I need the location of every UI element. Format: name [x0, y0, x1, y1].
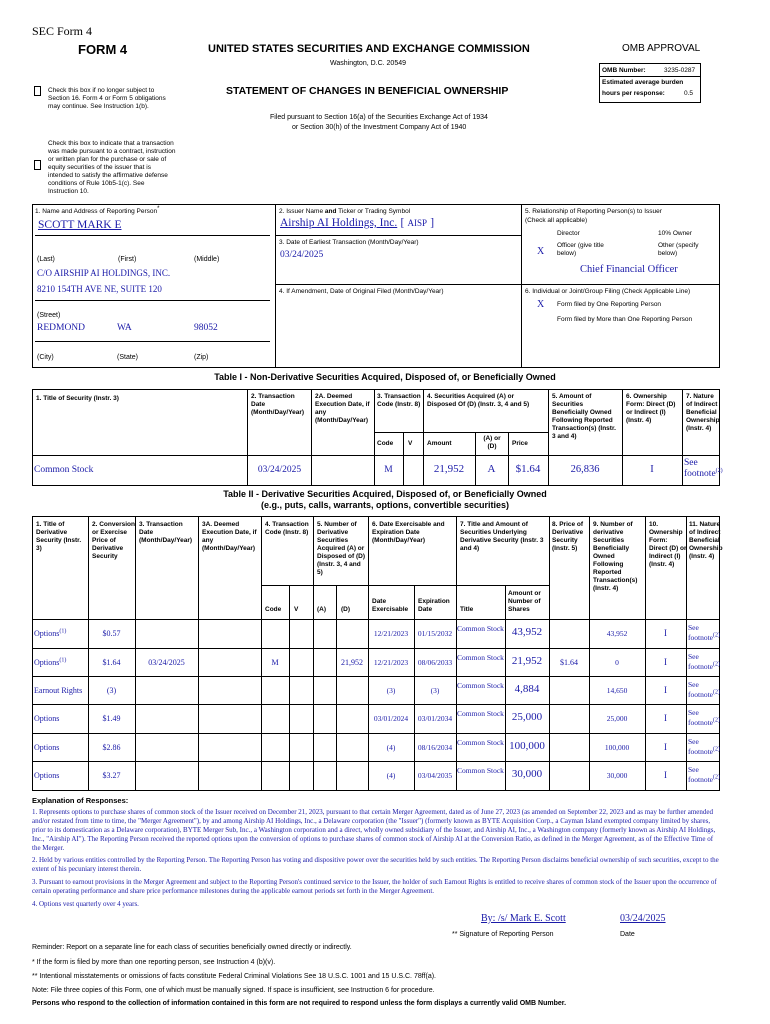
t2-cell-exp: (3) [430, 686, 440, 695]
reporting-person-name[interactable]: SCOTT MARK E [38, 219, 122, 231]
box2-label: 2. Issuer Name and Ticker or Trading Symbol [279, 208, 411, 215]
t2-cell-exp: 08/16/2034 [417, 743, 453, 752]
no-longer-subject-text: Check this box if no longer subject to Section 16. Form 4 or Form 5 obligations may continue. See Instruction 1(b). [48, 87, 166, 110]
t2-cell-title: Options [34, 714, 60, 723]
t2-h-owned: 9. Number of derivative Securities Beneficially Owned Following Reported Transaction(s) (Instr. 4) [593, 521, 638, 592]
officer-label: Officer (give title below) [557, 242, 604, 257]
table1-title: Table I - Non-Derivative Securities Acquired, Disposed of, or Beneficially Owned [214, 372, 556, 382]
footnote-3: 3. Pursuant to earnout provisions in the Merger Agreement and subject to the Reporting Person's continued service to the Issuer, the holder of such Earnout Rights is entitled to receive shares of common stock of the Issuer upon the occurrence of certain operating performance and share price performance milestones during the applicable earnout periods set forth in the Merger Agreement. [32, 878, 717, 895]
t2-cell-nature: See footnote$^{(2)}$ [688, 708, 720, 727]
t2-cell-u-title: Common Stock [457, 681, 504, 690]
footnote-1: 1. Represents options to purchase shares of common stock of the Issuer received on December 21, 2023, pursuant to that certain Merger Agreement, dated as of June 27, 2023 (as amended on September 22, 2023 and as may be further amended and/or restated from time to time, the "Merger Agreement"), by and among Airship AI Holdings, Inc., a Delaware corporation (the "Issuer") (formerly known as BYTE Acquisition Corp., a Cayman Island exempted company limited by shares, prior to its domestication as a Delaware corporation), BYTE Merger Sub, Inc., a Washington corporation and a direct, wholly owned subsidiary of the Issuer, and Airship AI, Inc., a Washington company (formerly known as Airship AI Holdings, Inc., "Airship AI"). The Reporting Person received the reported options upon the conversion of options to purchase shares of common stock of Airship AI at the Conversion Ratio, as defined in the Merger Agreement, as of the Effective Time of the Merger. [32, 808, 716, 852]
t2-h-title2: Title [460, 606, 474, 613]
t2-cell-u-title: Common Stock [457, 766, 504, 775]
t1-h-title: 1. Title of Security (Instr. 3) [36, 395, 119, 402]
last-label: (Last) [37, 256, 55, 263]
footer-reminder: Reminder: Report on a separate line for each class of securities beneficially owned directly or indirectly. [32, 944, 352, 951]
t2-cell-exer: (4) [386, 771, 396, 780]
one-person-mark[interactable]: X [537, 299, 545, 310]
t2-cell-owned: 14,650 [606, 686, 628, 695]
t2-cell-u-amt: 4,884 [514, 683, 540, 695]
state-label: (State) [117, 354, 139, 361]
address-line-2: 8210 154TH AVE NE, SUITE 120 [37, 284, 162, 294]
officer-mark[interactable]: X [537, 246, 545, 257]
signature-label: ** Signature of Reporting Person [452, 931, 554, 938]
t2-cell-exp: 03/04/2035 [417, 771, 453, 780]
more-person-label: Form filed by More than One Reporting Person [557, 316, 693, 323]
other-label: Other (specify below) [658, 242, 699, 257]
t2-h-deemed: 3A. Deemed Execution Date, if any (Month/Day/Year) [202, 521, 257, 552]
t2-cell-nature: See footnote$^{(2)}$ [688, 623, 720, 642]
sec-form-label: SEC Form 4 [32, 24, 93, 38]
table2-title: Table II - Derivative Securities Acquired, Disposed of, or Beneficially Owned [223, 489, 547, 499]
t2-cell-form: I [664, 713, 667, 723]
t2-cell-title: Options [34, 743, 60, 752]
box5-label: 5. Relationship of Reporting Person(s) to Issuer [525, 208, 662, 215]
footer-violations: ** Intentional misstatements or omissions of facts constitute Federal Criminal Violations See 18 U.S.C. 1001 and 15 U.S.C. 78ff(a). [32, 973, 436, 980]
table2-subtitle: (e.g., puts, calls, warrants, options, convertible securities) [260, 500, 510, 510]
omb-number: 3235-0287 [664, 67, 696, 74]
t2-cell-price: $3.27 [102, 771, 121, 780]
t2-cell-price: $1.49 [102, 714, 121, 723]
t1-h-date: 2. Transaction Date (Month/Day/Year) [251, 393, 305, 416]
omb-title: OMB APPROVAL [622, 43, 701, 54]
commission-location: Washington, D.C. 20549 [330, 60, 407, 67]
t1-code: M [384, 465, 393, 475]
t1-security-title: Common Stock [34, 465, 94, 475]
t2-h-price: 8. Price of Derivative Security (Instr. 5) [552, 521, 584, 552]
t2-cell-price: $1.64 [102, 658, 121, 667]
t1-h-code: 3. Transaction Code (Instr. 8) [377, 393, 421, 408]
t2-cell-owned: 30,000 [606, 771, 628, 780]
rule-10b5-text: Check this box to indicate that a transaction was made pursuant to a contract, instruction or written plan for the purchase or sale of equity securities of the issuer that is intended to satisfy the affirmative defense conditions of Rule 10b5-1(c). See Instruction 10. [48, 140, 176, 195]
t1-h-owned: 5. Amount of Securities Beneficially Owned Following Reported Transaction(s) (Instr. 3 and 4) [552, 393, 616, 440]
footnote-2: 2. Held by various entities controlled by the Reporting Person. The Reporting Person has voting and dispositive power over the securities held by such entities. The Reporting Person disclaims beneficial ownership of such securities, except to the extent of his pecuniary interest therein. [32, 856, 719, 873]
t2-cell-exer: (4) [386, 743, 396, 752]
t2-cell-exer: 03/01/2024 [373, 714, 409, 723]
t2-cell-form: I [664, 628, 667, 638]
t2-cell-nature: See footnote$^{(2)}$ [688, 680, 720, 699]
omb-burden-label: Estimated average burden [602, 79, 684, 86]
t1-date: 03/24/2025 [257, 465, 302, 475]
t1-owned: 26,836 [570, 464, 600, 475]
t2-cell-nature: See footnote$^{(2)}$ [688, 652, 720, 671]
t1-form: I [650, 464, 654, 475]
t1-h-price: Price [512, 440, 528, 447]
omb-number-label: OMB Number: [602, 67, 646, 74]
box1-label: 1. Name and Address of Reporting Person* [35, 205, 160, 215]
officer-title: Chief Financial Officer [580, 264, 678, 275]
t2-cell-title: Options$^{(1)}$ [34, 628, 67, 638]
state-value: WA [117, 323, 132, 333]
t1-h-v: V [408, 440, 413, 447]
street-label: (Street) [37, 312, 61, 319]
t2-cell-u-title: Common Stock [457, 738, 504, 747]
city-label: (City) [37, 354, 54, 361]
box5-sub: (Check all applicable) [525, 217, 588, 224]
t1-h-nature: 7. Nature of Indirect Beneficial Ownership (Instr. 4) [686, 393, 720, 432]
t1-price: $1.64 [515, 463, 541, 475]
first-label: (First) [118, 256, 137, 263]
signature: By: /s/ Mark E. Scott [481, 913, 566, 924]
t2-h-exp: Expiration Date [418, 598, 450, 613]
t2-h-form: 10. Ownership Form: Direct (D) or Indirect (I) (Instr. 4) [649, 521, 687, 568]
omb-hours: 0.5 [684, 90, 694, 97]
t2-h-date: 3. Transaction Date (Month/Day/Year) [139, 521, 193, 544]
no-longer-subject-checkbox[interactable] [34, 86, 41, 96]
t2-cell-nature: See footnote$^{(2)}$ [688, 765, 720, 784]
city-value: REDMOND [37, 323, 86, 333]
t2-cell-form: I [664, 657, 667, 667]
t2-h-code2: Code [265, 606, 282, 613]
t2-cell-form: I [664, 770, 667, 780]
t1-nature: See footnote$^{(2)}$ [684, 458, 723, 479]
t2-h-v: V [294, 606, 299, 613]
box3-label: 3. Date of Earliest Transaction (Month/Day/Year) [279, 239, 419, 246]
issuer-name[interactable]: Airship AI Holdings, Inc. [280, 217, 398, 229]
t2-cell-price: (3) [106, 686, 117, 695]
t2-h-number: 5. Number of Derivative Securities Acquired (A) or Disposed of (D) (Instr. 3, 4 and 5) [317, 521, 366, 576]
t2-cell-u-amt: 21,952 [511, 655, 543, 667]
t2-cell-exp: 08/06/2033 [417, 658, 453, 667]
zip-value: 98052 [194, 323, 218, 333]
box6-label: 6. Individual or Joint/Group Filing (Check Applicable Line) [525, 288, 691, 295]
t2-cell-owned: 43,952 [606, 629, 628, 638]
t1-h-aord: (A) or (D) [483, 435, 501, 450]
t2-h-conversion: 2. Conversion or Exercise Price of Derivative Security [92, 521, 135, 560]
earliest-date: 03/24/2025 [280, 250, 324, 260]
t2-cell-price: $2.86 [102, 743, 121, 752]
t2-cell-u-amt: 25,000 [511, 711, 543, 723]
middle-label: (Middle) [194, 256, 220, 263]
t2-cell-u-title: Common Stock [457, 709, 504, 718]
address-line-1: C/O AIRSHIP AI HOLDINGS, INC. [37, 268, 171, 278]
t2-cell-code: M [271, 658, 279, 667]
footer-note: Note: File three copies of this Form, one of which must be manually signed. If space is insufficient, see Instruction 6 for procedure. [32, 987, 435, 994]
t2-h-a: (A) [317, 606, 327, 613]
t1-amount: 21,952 [433, 463, 465, 475]
t2-cell-owned: 0 [615, 658, 619, 667]
t2-cell-exer: 12/21/2023 [373, 629, 409, 638]
t2-h-underlying: 7. Title and Amount of Securities Underlying Derivative Security (Instr. 3 and 4) [460, 521, 544, 552]
t2-cell-price: $0.57 [102, 629, 121, 638]
t2-cell-exp: 03/01/2034 [417, 714, 453, 723]
t2-h-d: (D) [341, 606, 351, 613]
t2-cell-exer: 12/21/2023 [373, 658, 409, 667]
t2-cell-d: 21,952 [341, 658, 363, 667]
omb-hours-label: hours per response: [602, 90, 665, 97]
t2-cell-owned: 25,000 [606, 714, 628, 723]
t2-h-title: 1. Title of Derivative Security (Instr. 3) [36, 521, 82, 552]
zip-label: (Zip) [194, 354, 209, 361]
t2-cell-u-title: Common Stock [457, 653, 504, 662]
t2-h-exercisable: 6. Date Exercisable and Expiration Date (Month/Day/Year) [372, 521, 445, 544]
t2-cell-title: Options$^{(1)}$ [34, 657, 67, 667]
t2-cell-u-amt: 30,000 [511, 768, 543, 780]
t2-cell-title: Earnout Rights [34, 686, 83, 695]
director-label: Director [557, 230, 580, 237]
ten-pct-label: 10% Owner [658, 230, 692, 237]
footnote-4: 4. Options vest quarterly over 4 years. [32, 900, 139, 908]
commission-title: UNITED STATES SECURITIES AND EXCHANGE COMMISSION [208, 43, 530, 55]
one-person-label: Form filed by One Reporting Person [557, 301, 662, 308]
box4-label: 4. If Amendment, Date of Original Filed (Month/Day/Year) [279, 288, 444, 295]
filed-pursuant-2: or Section 30(h) of the Investment Company Act of 1940 [292, 124, 467, 131]
t1-h-form: 6. Ownership Form: Direct (D) or Indirect (I) (Instr. 4) [626, 393, 676, 424]
issuer-line: Airship AI Holdings, Inc. [ AISP ] [280, 217, 435, 229]
t2-cell-nature: See footnote$^{(2)}$ [688, 737, 720, 756]
t2-cell-title: Options [34, 771, 60, 780]
t2-h-nature: 11. Nature of Indirect Beneficial Ownership (Instr. 4) [689, 521, 723, 560]
t2-cell-form: I [664, 685, 667, 695]
signature-date-label: Date [620, 931, 635, 938]
t1-aord: A [487, 463, 496, 475]
t2-cell-owned: 100,000 [604, 743, 630, 752]
t2-cell-price8: $1.64 [560, 658, 578, 667]
ticker-symbol: AISP [407, 218, 427, 228]
t2-cell-tdate: 03/24/2025 [148, 658, 185, 667]
footer-omb-notice: Persons who respond to the collection of information contained in this form are not required to respond unless the form displays a currently valid OMB Number. [32, 1000, 567, 1007]
t2-cell-u-title: Common Stock [457, 624, 504, 633]
t1-h-acquired: 4. Securities Acquired (A) or Disposed Of (D) (Instr. 3, 4 and 5) [427, 393, 530, 408]
t1-h-deemed: 2A. Deemed Execution Date, if any (Month/Day/Year) [315, 393, 370, 424]
t2-h-date-ex: Date Exercisable [372, 598, 409, 613]
t2-cell-exer: (3) [386, 686, 396, 695]
form-title: FORM 4 [78, 42, 128, 57]
rule-10b5-checkbox[interactable] [34, 160, 41, 170]
t1-h-amount: Amount [427, 440, 452, 447]
statement-title: STATEMENT OF CHANGES IN BENEFICIAL OWNERSHIP [226, 85, 509, 97]
footer-multiple: * If the form is filed by more than one reporting person, see Instruction 4 (b)(v). [32, 959, 276, 966]
t2-cell-u-amt: 100,000 [509, 740, 545, 752]
explanation-title: Explanation of Responses: [32, 796, 129, 805]
t2-h-code: 4. Transaction Code (Instr. 8) [265, 521, 309, 536]
t2-cell-exp: 01/15/2032 [417, 629, 453, 638]
t2-cell-form: I [664, 742, 667, 752]
t1-h-code2: Code [377, 440, 394, 447]
t2-h-amount: Amount or Number of Shares [508, 590, 541, 613]
signature-date: 03/24/2025 [620, 913, 666, 924]
t2-cell-u-amt: 43,952 [511, 626, 543, 638]
filed-pursuant-1: Filed pursuant to Section 16(a) of the Securities Exchange Act of 1934 [270, 114, 488, 121]
